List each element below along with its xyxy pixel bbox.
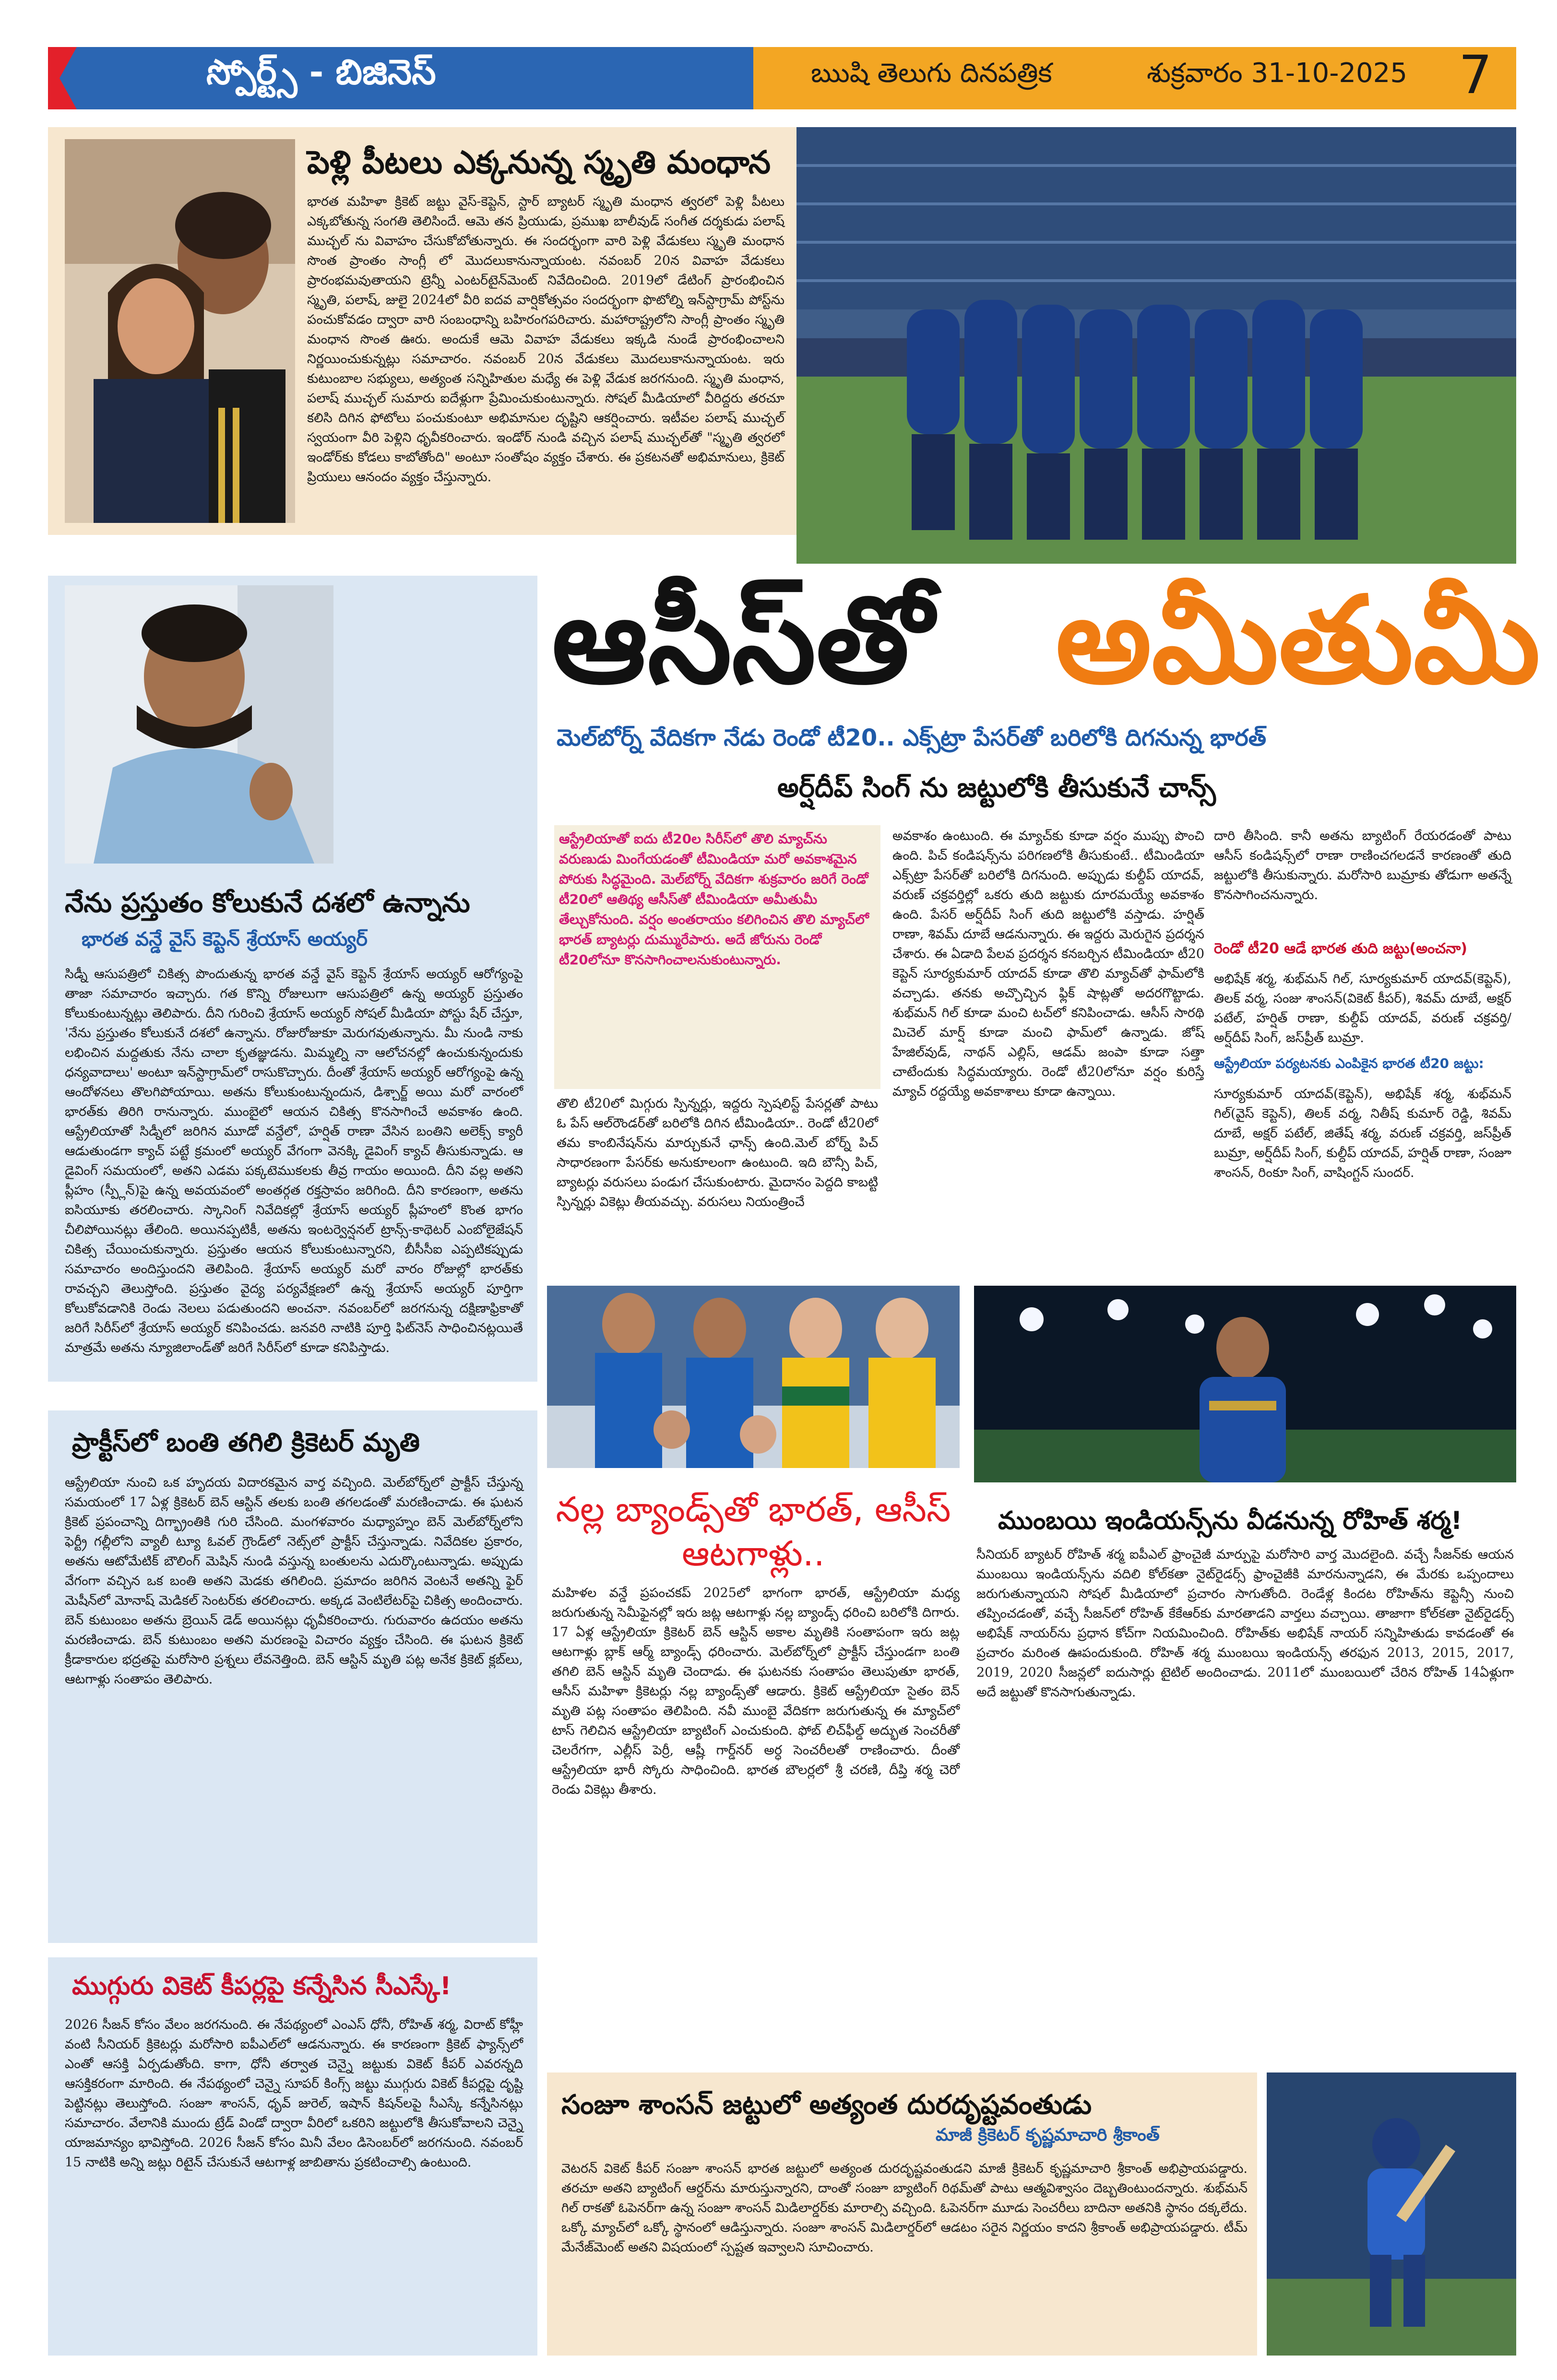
section-title: స్పోర్ట్స్ - బిజినెస్ — [206, 52, 436, 92]
main-col3: దారి తీసింది. కానీ అతను బ్యాటింగ్ రేయరడంతో పాటు ఆసీస్ కండిషన్స్‌లో రాణా రాణించగలడనే కారణంతో తుది జట్టులోకి తీసుకున్నారు. మరోసారి బుమ్రాకు తోడుగా అతన్నే కొనసాగించనున్నారు. — [1214, 829, 1511, 902]
ipl-body: 2026 సీజన్ కోసం వేలం జరగనుంది. ఈ నేపథ్యంలో ఎంఎస్ ధోనీ, రోహిత్ శర్మ, విరాట్ కోహ్లీ వంటి సీనియర్ క్రికెటర్లు మరోసారి ఐపీఎల్‌లో ఆడనున్నారు. ఈ కారణంగా క్రికెట్ ఫ్యాన్స్‌లో ఎంతో ఆసక్తి ఏర్పడుతోంది. కాగా, ధోనీ తర్వాత చెన్నై జట్టుకు వికెట్ కీపర్ ఎవరన్నది ఆసక్తికరంగా మారింది. ఈ నేపథ్యంలో చెన్నై సూపర్ కింగ్స్ జట్టు ముగ్గురు వికెట్ కీపర్లపై దృష్టి పెట్టినట్లు తెలుస్తోంది. సంజూ శాంసన్, ధృవ్ జురెల్, ఇషాన్ కిషన్‌లపై సీఎస్కే కన్నేసినట్లు సమాచారం. వేలానికి ముందు ట్రేడ్ విండో ద్వారా వీరిలో ఒకరిని జట్టులోకి తీసుకోవాలని చెన్నై యాజమాన్యం భావిస్తోంది. 2026 సీజన్ కోసం మినీ వేలం డిసెంబర్‌లో జరగనుంది. నవంబర్ 15 నాటికి అన్ని జట్లు రిటైన్ చేసుకునే ఆటగాళ్ల జాబితాను ప్రకటించాల్సి ఉంటుంది. — [65, 2017, 523, 2170]
women-headline: నల్ల బ్యాండ్స్‌తో భారత్, ఆసీస్ ఆటగాళ్లు.. — [556, 1489, 951, 1574]
team-huddle-photo — [796, 127, 1516, 564]
squad-text: సూర్యకుమార్ యాదవ్(కెప్టెన్), అభిషేక్ శర్మ, శుభ్‌మన్ గిల్(వైస్ కెప్టెన్), తిలక్ వర్మ, నితీష్ కుమార్ రెడ్డి, శివమ్ దూబే, అక్షర్ పటేల్, జితేష్ శర్మ, వరుణ్ చక్రవర్తి, జస్‌ప్రీత్ బుమ్రా, అర్ష్‌దీప్ సింగ్, కుల్దీప్ యాదవ్, హర్షిత్ రాణా, సంజూ శాంసన్, రింకూ సింగ్, వాషింగ్టన్ సుందర్. — [1214, 1087, 1511, 1180]
samson-body: వెటరన్ వికెట్ కీపర్ సంజూ శాంసన్ భారత జట్టులో అత్యంత దురదృష్టవంతుడని మాజీ క్రికెటర్ కృష్ణమాచారి శ్రీకాంత్ అభిప్రాయపడ్డారు. తరచూ అతని బ్యాటింగ్ ఆర్డర్‌ను మారుస్తున్నారని, దాంతో సంజూ బ్యాటింగ్ రిథమ్‌తో పాటు ఆత్మవిశ్వాసం దెబ్బతింటుందన్నారు. శుభ్‌మన్ గిల్ రాకతో ఓపెనర్‌గా ఉన్న సంజూ శాంసన్ మిడిలార్డర్‌కు మారాల్సి వచ్చింది. ఓపెనర్‌గా మూడు సెంచరీలు బాదినా అతనికి స్థానం దక్కలేదు. ఒక్కో మ్యాచ్‌లో ఒక్కో స్థానంలో ఆడిస్తున్నారు. సంజూ శాంసన్ మిడిలార్డర్‌లో ఆడటం సరైన నిర్ణయం కాదని శ్రీకాంత్ అభిప్రాయపడ్డారు. టీమ్ మేనేజ్‌మెంట్ అతని విషయంలో స్పష్టత ఇవ్వాలని సూచించారు. — [561, 2161, 1248, 2255]
mandhana-photo — [65, 139, 295, 523]
main-headline-black: ఆసీస్‌తో — [552, 570, 933, 710]
samson-photo — [1267, 2072, 1516, 2356]
iyer-headline: నేను ప్రస్తుతం కోలుకునే దశలో ఉన్నాను — [65, 888, 470, 919]
rohit-headline: ముంబయి ఇండియన్స్‌ను వీడనున్న రోహిత్ శర్మ! — [998, 1506, 1462, 1535]
main-subheadline: మెల్‌బోర్న్ వేదికగా నేడు రెండో టీ20.. ఎక్స్‌ట్రా పేసర్‌తో బరిలోకి దిగనున్న భారత్ — [557, 724, 1267, 751]
rohit-body: సీనియర్ బ్యాటర్ రోహిత్ శర్మ ఐపీఎల్ ఫ్రాంచైజీ మార్పుపై మరోసారి వార్త మొదలైంది. వచ్చే సీజన్‌కు ఆయన ముంబయి ఇండియన్స్‌ను వదిలి కోల్‌కతా నైట్‌రైడర్స్ ఫ్రాంచైజీకి మారనున్నాడని, ఈ మేరకు ఒప్పందాలు జరుగుతున్నాయని సోషల్ మీడియాలో ప్రచారం సాగుతోంది. రెండేళ్ల కిందట రోహిత్‌ను కెప్టెన్సీ నుంచి తప్పించడంతో, వచ్చే సీజన్‌లో రోహిత్ కేకేఆర్‌కు మారతాడని వార్తలు వచ్చాయి. తాజాగా కోల్‌కతా నైట్‌రైడర్స్ అభిషేక్ నాయర్‌ను ప్రధాన కోచ్‌గా నియమించింది. రోహిత్‌కు అభిషేక్ నాయర్ సన్నిహితుడు కావడంతో ఈ ప్రచారం మరింత ఊపందుకుంది. రోహిత్ శర్మ ముంబయి ఇండియన్స్ తరఫున 2013, 2015, 2017, 2019, 2020 సీజన్లలో ఐదుసార్లు టైటిల్ అందించాడు. 2011లో ముంబయిలో చేరిన రోహిత్ 14ఏళ్లుగా అదే జట్టుతో కొనసాగుతున్నాడు. — [976, 1547, 1514, 1700]
issue-date: శుక్రవారం 31-10-2025 — [1147, 58, 1407, 89]
mandhana-body: భారత మహిళా క్రికెట్ జట్టు వైస్-కెప్టెన్, స్టార్ బ్యాటర్ స్మృతి మంధాన త్వరలో పెళ్లి పీటలు ఎక్కబోతున్న సంగతి తెలిసిందే. ఆమె తన ప్రియుడు, ప్రముఖ బాలీవుడ్ సంగీత దర్శకుడు పలాష్ ముచ్ఛల్ ను వివాహం చేసుకోబోతున్నారు. ఈ సందర్భంగా వారి పెళ్లి వేడుకలు స్మృతి మంధాన సొంత ప్రాంతం సాంగ్లీ లో మొదలుకానున్నాయంట. నవంబర్ 20న వివాహ వేడుకలు ప్రారంభమవుతాయని ట్రెన్నీ ఎంటర్‌టైన్‌మెంట్ నివేదించింది. 2019లో డేటింగ్ ప్రారంభించిన స్మృతి, పలాష్, జులై 2024లో వీరి ఐదవ వార్షికోత్సవం సందర్భంగా ఫొటోల్ని ఇన్‌స్టాగ్రామ్ పోస్ట్‌ను పంచుకోవడం ద్వారా వారి సంబంధాన్ని బహిరంగపరిచారు. మహారాష్ట్రలోని సాంగ్లీ ప్రాంతం స్మృతి మంధాన సొంత ఊరు. అందుకే ఆమె వివాహ వేడుకలు ఇక్కడి నుండే ప్రారంభించాలని నిర్ణయించుకున్నట్లు సమాచారం. నవంబర్ 20న వేడుకలు మొదలుకానున్నాయంట. ఇరు కుటుంబాల సభ్యులు, అత్యంత సన్నిహితుల మధ్యే ఈ పెళ్లి వేడుక జరగనుంది. స్మృతి మంధాన, పలాష్ ముచ్ఛల్ సుమారు ఐదేళ్లుగా ప్రేమించుకుంటున్నారు. సోషల్ మీడియాలో వీరిద్దరు తరచూ కలిసి దిగిన ఫోటోలు పంచుకుంటూ అభిమానుల దృష్టిని ఆకర్షించారు. ఇటీవల పలాష్ ముచ్ఛల్ స్వయంగా వీరి పెళ్లిని ధృవీకరించారు. ఇండోర్ నుండి వచ్చిన పలాష్ ముచ్ఛల్‌తో "స్మృతి త్వరలో ఇండోర్‌కు కోడలు కాబోతోంది" అంటూ సంతోషం వ్యక్తం చేశారు. ఈ ప్రకటనతో అభిమానులు, క్రికెట్ ప్రియులు ఆనందం వ్యక్తం చేస్తున్నారు. — [307, 194, 784, 485]
xi-heading: రెండో టీ20 ఆడే భారత తుది జట్టు(అంచనా) — [1214, 940, 1468, 957]
iyer-subheadline: భారత వన్డే వైస్ కెప్టెన్ శ్రేయాస్ అయ్యర్ — [82, 928, 368, 950]
samson-headline: సంజూ శాంసన్ జట్టులో అత్యంత దురదృష్టవంతుడు — [561, 2089, 1092, 2120]
squad-heading: ఆస్ట్రేలియా పర్యటనకు ఎంపికైన భారత టీ20 జట్టు: — [1214, 1055, 1484, 1071]
page-number: 7 — [1459, 44, 1492, 106]
main-intro: ఆస్ట్రేలియాతో ఐదు టీ20ల సిరీస్‌లో తొలి మ్యాచ్‌ను వరుణుడు మింగేయడంతో టీమిండియా మరో అవకాశమైన పోరుకు సిద్ధమైంది. మెల్‌బోర్న్ వేదికగా శుక్రవారం జరిగే రెండో టీ20లో ఆతిథ్య ఆసీస్‌తో టీమిండియా అమీతుమీ తేల్చుకోనుంది. వర్షం అంతరాయం కలిగించిన తొలి మ్యాచ్‌లో భారత్ బ్యాటర్లు దుమ్మురేపారు. అదే జోరును రెండో టీ20లోనూ కొనసాగించాలనుకుంటున్నారు. — [559, 831, 869, 968]
rohit-photo — [974, 1286, 1516, 1482]
main-col2: అవకాశం ఉంటుంది. ఈ మ్యాచ్‌కు కూడా వర్షం ముప్పు పొంచి ఉంది. పిచ్ కండిషన్స్‌ను పరిగణలోకి తీసుకుంటే.. టీమిండియా ఎక్స్‌ట్రా పేసర్‌తో బరిలోకి దిగనుంది. అప్పుడు కుల్దీప్ యాదవ్, వరుణ్ చక్రవర్తిల్లో ఒకరు తుది జట్టుకు దూరమయ్యే అవకాశం ఉంది. పేసర్ అర్ష్‌దీప్ సింగ్ తుది జట్టులోకి వస్తాడు. హర్షిత్ రాణా, శివమ్ దూబే ఆడనున్నారు. ఈ ఇద్దరు మెరుగైన ప్రదర్శన చేశారు. ఈ ఏడాది పేలవ ప్రదర్శన కనబర్చిన టీమిండియా టీ20 కెప్టెన్ సూర్యకుమార్ యాదవ్ కూడా తొలి మ్యాచ్‌తో ఫామ్‌లోకి వచ్చాడు. తనకు అచ్చొచ్చిన ఫ్లిక్ షాట్లతో అదరగొట్టాడు. శుభ్‌మన్ గిల్ కూడా మంచి టచ్‌లో కనిపించాడు. ఆసీస్ సారథి మిచెల్ మార్ష్ కూడా మంచి ఫామ్‌లో ఉన్నాడు. జోష్ హేజిల్‌వుడ్, నాథన్ ఎల్లిస్, ఆడమ్ జంపా కూడా సత్తా చాటేందుకు సిద్ధమయ్యారు. రెండో టీ20లోనూ వర్షం కురిస్తే మ్యాచ్ రద్దయ్యే అవకాశాలు కూడా ఉన్నాయి. — [892, 829, 1204, 1099]
xi-text: అభిషేక్ శర్మ, శుభ్‌మన్ గిల్, సూర్యకుమార్ యాదవ్(కెప్టెన్), తిలక్ వర్మ, సంజు శాంసన్(వికెట్ కీపర్), శివమ్ దూబే, అక్షర్ పటేల్, హర్షిత్ రాణా, కుల్దీప్ యాదవ్, వరుణ్ చక్రవర్తి/అర్ష్‌దీప్ సింగ్, జస్‌ప్రీత్ బుమ్రా. — [1214, 971, 1511, 1045]
ball-body: ఆస్ట్రేలియా నుంచి ఒక హృదయ విదారకమైన వార్త వచ్చింది. మెల్‌బోర్న్‌లో ప్రాక్టీస్ చేస్తున్న సమయంలో 17 ఏళ్ల క్రికెటర్ బెన్ ఆస్టిన్ తలకు బంతి తగలడంతో మరణించాడు. ఈ ఘటన క్రికెట్ ప్రపంచాన్ని దిగ్భ్రాంతికి గురి చేసింది. మంగళవారం మధ్యాహ్నం బెన్ మెల్‌బోర్న్‌లోని ఫెర్ట్రీ గల్లీలోని వ్యాలీ ట్యూ ఓవల్ గ్రౌండ్‌లో నెట్స్‌లో ప్రాక్టీస్ చేస్తున్నాడు. నివేదికల ప్రకారం, అతను ఆటోమేటిక్ బౌలింగ్ మెషిన్ నుండి వస్తున్న బంతులను ఎదుర్కొంటున్నాడు. అప్పుడు వేగంగా వచ్చిన ఒక బంతి అతని మెడకు తగిలింది. ప్రమాదం జరిగిన వెంటనే అతన్ని ఫైర్ మెషీన్‌లో మోనాష్ మెడికల్ సెంటర్‌కు తరలించారు. అక్కడ వెంటిలేటర్‌పై చికిత్స అందించారు. బెన్ కుటుంబం అతను బ్రెయిన్ డెడ్ అయినట్లు ధృవీకరించారు. గురువారం ఉదయం అతను మరణించాడు. బెన్ కుటుంబం అతని మరణంపై విచారం వ్యక్తం చేసింది. ఈ ఘటన క్రికెట్ క్రీడాకారుల భద్రతపై మరోసారి ప్రశ్నలు లేవనెత్తింది. బెన్ ఆస్టిన్ మృతి పట్ల అనేక క్రికెట్ క్లబ్‌లు, ఆటగాళ్లు సంతాపం తెలిపారు. — [65, 1475, 523, 1687]
samson-subheadline: మాజీ క్రికెటర్ కృష్ణమాచారి శ్రీకాంత్ — [936, 2125, 1160, 2145]
women-body: మహిళల వన్డే ప్రపంచకప్ 2025లో భాగంగా భారత్, ఆస్ట్రేలియా మధ్య జరుగుతున్న సెమీఫైనల్లో ఇరు జట్ల ఆటగాళ్లు నల్ల బ్యాండ్స్ ధరించి బరిలోకి దిగారు. 17 ఏళ్ల ఆస్ట్రేలియా క్రికెటర్ బెన్ ఆస్టిన్ అకాల మృతికి సంతాపంగా ఇరు జట్ల ఆటగాళ్లు బ్లాక్ ఆర్మ్ బ్యాండ్స్ ధరించారు. మెల్‌బోర్న్‌లో ప్రాక్టీస్ చేస్తుండగా బంతి తగిలి బెన్ ఆస్టిన్ మృతి చెందాడు. ఈ ఘటనకు సంతాపం తెలుపుతూ భారత్, ఆసీస్ మహిళా క్రికెటర్లు నల్ల బ్యాండ్స్‌తో ఆడారు. క్రికెట్ ఆస్ట్రేలియా సైతం బెన్ మృతి పట్ల సంతాపం తెలిపింది. నవీ ముంబై వేదికగా జరుగుతున్న ఈ మ్యాచ్‌లో టాస్ గెలిచిన ఆస్ట్రేలియా బ్యాటింగ్ ఎంచుకుంది. ఫోబ్ లిచ్‌ఫీల్డ్ అద్భుత సెంచరీతో చెలరేగగా, ఎల్లీస్ పెర్రీ, ఆష్లీ గార్డ్‌నర్ అర్ధ సెంచరీలతో రాణించారు. దీంతో ఆస్ట్రేలియా భారీ స్కోరు సాధించింది. భారత బౌలర్లలో శ్రీ చరణి, దీప్తి శర్మ చెరో రెండు వికెట్లు తీశారు. — [552, 1586, 960, 1797]
ball-headline: ప్రాక్టీస్‌లో బంతి తగిలి క్రికెటర్ మృతి — [72, 1427, 420, 1457]
main-headline-orange: అమీతుమీ — [1056, 570, 1540, 710]
main-subheadline-2: అర్ష్‌దీప్ సింగ్ ను జట్టులోకి తీసుకునే చాన్స్ — [777, 772, 1216, 804]
iyer-body: సిడ్నీ ఆసుపత్రిలో చికిత్స పొందుతున్న భారత వన్డే వైస్ కెప్టెన్ శ్రేయాస్ అయ్యర్ ఆరోగ్యంపై తాజా సమాచారం ఇచ్చారు. గత కొన్ని రోజులుగా ఆసుపత్రిలో ఉన్న అయ్యర్ ప్రస్తుతం కోలుకుంటున్నట్లు తెలిపారు. దీని గురించి శ్రేయాస్ అయ్యర్ సోషల్ మీడియా పోస్టు షేర్ చేస్తూ, 'నేను ప్రస్తుతం కోలుకునే దశలో ఉన్నాను. రోజురోజుకూ మెరుగవుతున్నాను. మీ నుండి నాకు లభించిన మద్దతుకు నేను చాలా కృతజ్ఞుడను. మిమ్మల్ని నా ఆలోచనల్లో ఉంచుకున్నందుకు ధన్యవాదాలు' అంటూ ఇన్‌స్టాగ్రామ్‌లో రాసుకొచ్చారు. దీంతో శ్రేయాస్ అయ్యర్ ఆరోగ్యంపై ఉన్న ఆందోళనలు తొలగిపోయాయి. అతను కోలుకుంటున్నందున, డిశ్చార్జ్ అయి మరో వారంలో భారత్‌కు తిరిగి రానున్నారు. ముంబైలో ఆయన చికిత్స కొనసాగించే అవకాశం ఉంది. ఆస్ట్రేలియాతో సిడ్నీలో జరిగిన మూడో వన్డేలో, హర్షిత్ రాణా వేసిన బంతిని అలెక్స్ క్యారీ ఆడుతుండగా క్యాచ్ పట్టే క్రమంలో అయ్యర్ వేగంగా వెనక్కి డైవింగ్ క్యాచ్ తీసుకున్నాడు. ఆ డైవింగ్ సమయంలో, అతని ఎడమ పక్కటెముకలకు తీవ్ర గాయం అయింది. దీని వల్ల అతని ప్లీహం (స్ప్లీన్)పై ఉన్న అవయవంలో అంతర్గత రక్తస్రావం జరిగింది. దీని కారణంగా, అతను ఐసియూకు తరలించారు. స్కానింగ్ నివేదికల్లో శ్రేయాస్ అయ్యర్ ప్లీహంలో కొంత భాగం చీలిపోయినట్లు తేలింది. అయినప్పటికీ, అతను ఇంటర్వెన్షనల్ ట్రాన్స్-కాథెటర్ ఎంబోలైజేషన్ చికిత్స చేయించుకున్నారు. ప్రస్తుతం ఆయన కోలుకుంటున్నారని, బీసీసీఐ ఎప్పటికప్పుడు సమాచారం అందిస్తుందని తెలిపింది. శ్రేయాస్ అయ్యర్ మరో వారం రోజుల్లో భారత్‌కు రావచ్చని తెలుస్తోంది. ప్రస్తుతం వైద్య పర్యవేక్షణలో ఉన్న శ్రేయాస్ అయ్యర్ పూర్తిగా కోలుకోవడానికి రెండు నెలలు పడుతుందని అంచనా. నవంబర్‌లో జరగనున్న దక్షిణాఫ్రికాతో జరిగే సిరీస్‌లో శ్రేయాస్ అయ్యర్ కనిపించడు. జనవరి నాటికి పూర్తి ఫిట్‌నెస్ సాధించినట్లయితే మాత్రమే అతను న్యూజిలాండ్‌తో జరిగే సిరీస్‌లో కూడా కనిపిస్తాడు. — [65, 967, 523, 1355]
iyer-photo — [65, 585, 333, 864]
main-col1: తొలి టీ20లో మిగ్గురు స్పిన్నర్లు, ఇద్దరు స్పెషలిస్ట్ పేసర్లతో పాటు ఓ పేస్ ఆల్‌రౌండర్‌తో బరిలోకి దిగిన టీమిండియా.. రెండో టీ20లో తమ కాంబినేషన్‌ను మార్చుకునే ఛాన్స్ ఉంది.మెల్ బోర్న్ పిచ్ సాధారణంగా పేసర్‌కు అనుకూలంగా ఉంటుంది. ఇది బౌన్సీ పిచ్, బ్యాటర్లు వరుసలు పండుగ చేసుకుంటారు. మైదానం పెద్దది కాబట్టి స్పిన్నర్లు వికెట్లు తీయవచ్చు. వరుసలు నియంత్రించే — [557, 1096, 878, 1209]
paper-name: ఋషి తెలుగు దినపత్రిక — [811, 58, 1052, 89]
mandhana-headline: పెళ్లి పీటలు ఎక్కనున్న స్మృతి మంధాన — [307, 144, 771, 181]
women-team-photo — [547, 1286, 960, 1468]
ipl-headline: ముగ్గురు వికెట్ కీపర్లపై కన్నేసిన సీఎస్కే! — [72, 1972, 452, 2001]
